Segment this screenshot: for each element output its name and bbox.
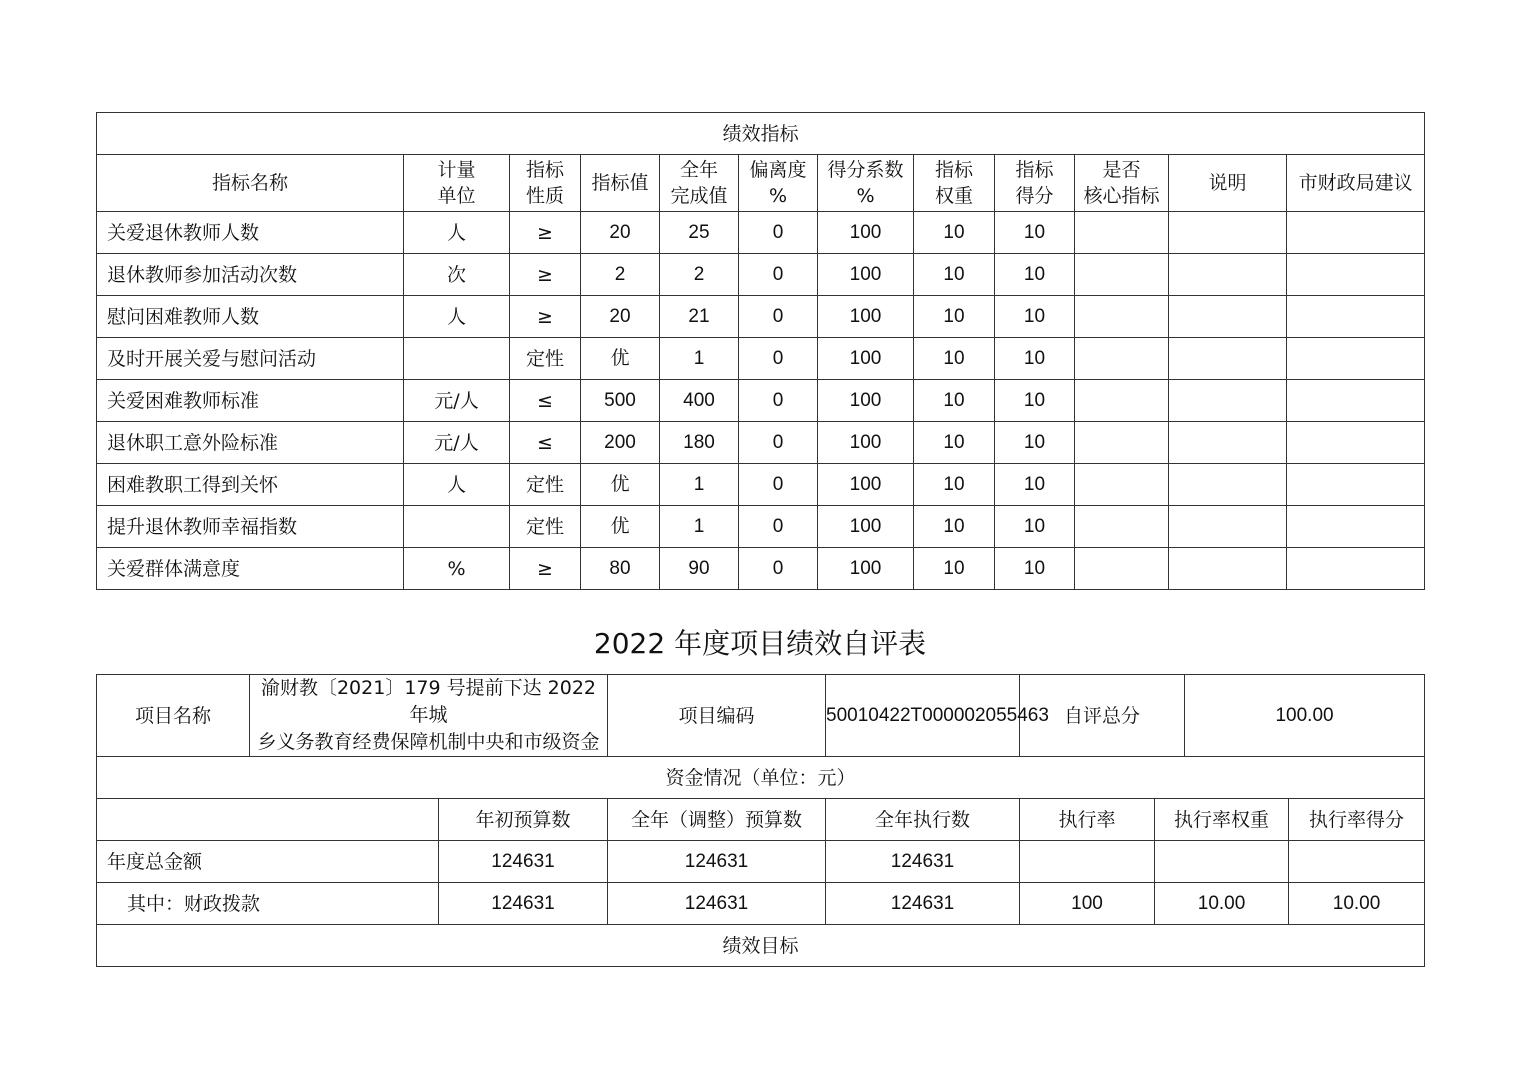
header-value: 指标值 [581, 155, 660, 212]
indicator-unit: 元/人 [404, 422, 510, 464]
table-row [97, 464, 1425, 506]
indicator-coef: 100 [818, 296, 914, 338]
indicator-core [1075, 212, 1169, 254]
indicator-weight: 10 [914, 422, 995, 464]
table-row [97, 548, 1425, 590]
fiscal-adjusted-budget: 124631 [608, 883, 826, 925]
header-coef: 得分系数 % [818, 155, 914, 212]
indicator-deviation: 0 [739, 296, 818, 338]
goal-section-title: 绩效目标 [97, 925, 1425, 967]
indicator-core [1075, 380, 1169, 422]
fiscal-initial-budget: 124631 [439, 883, 608, 925]
indicator-unit: 人 [404, 212, 510, 254]
indicator-unit: 人 [404, 296, 510, 338]
indicator-note [1169, 506, 1287, 548]
indicator-note [1169, 338, 1287, 380]
indicator-core [1075, 464, 1169, 506]
indicator-score: 10 [995, 422, 1075, 464]
indicator-nature: ≥ [510, 548, 581, 590]
header-rate-score: 执行率得分 [1289, 799, 1425, 841]
indicator-score: 10 [995, 296, 1075, 338]
fiscal-rate-weight: 10.00 [1155, 883, 1289, 925]
total-amount-row [97, 841, 1425, 883]
indicator-name: 退休教师参加活动次数 [97, 254, 404, 296]
indicator-name: 及时开展关爱与慰问活动 [97, 338, 404, 380]
indicator-section-title: 绩效指标 [97, 113, 1425, 155]
table-row [97, 254, 1425, 296]
indicator-actual: 2 [660, 254, 739, 296]
indicator-note [1169, 422, 1287, 464]
indicator-deviation: 0 [739, 380, 818, 422]
header-nature: 指标 性质 [510, 155, 581, 212]
indicator-score: 10 [995, 464, 1075, 506]
total-rate-weight [1155, 841, 1289, 883]
header-note: 说明 [1169, 155, 1287, 212]
indicator-actual: 400 [660, 380, 739, 422]
total-rate [1020, 841, 1155, 883]
indicator-score: 10 [995, 506, 1075, 548]
indicator-name: 关爱群体满意度 [97, 548, 404, 590]
indicator-nature: ≥ [510, 296, 581, 338]
indicator-actual: 90 [660, 548, 739, 590]
table-row [97, 380, 1425, 422]
indicator-deviation: 0 [739, 464, 818, 506]
indicator-score: 10 [995, 548, 1075, 590]
indicator-weight: 10 [914, 506, 995, 548]
header-score: 指标 得分 [995, 155, 1075, 212]
project-code-label: 项目编码 [608, 675, 826, 757]
indicator-weight: 10 [914, 254, 995, 296]
indicator-header-row [97, 155, 1425, 212]
header-suggestion: 市财政局建议 [1287, 155, 1425, 212]
page-title: 2022 年度项目绩效自评表 [593, 627, 927, 660]
indicator-coef: 100 [818, 464, 914, 506]
indicator-weight: 10 [914, 212, 995, 254]
total-amount-label: 年度总金额 [97, 841, 439, 883]
indicator-name: 关爱退休教师人数 [97, 212, 404, 254]
indicator-core [1075, 338, 1169, 380]
indicator-value: 200 [581, 422, 660, 464]
indicator-actual: 25 [660, 212, 739, 254]
indicator-weight: 10 [914, 338, 995, 380]
indicator-actual: 1 [660, 464, 739, 506]
indicator-coef: 100 [818, 422, 914, 464]
eval-table [96, 674, 1425, 967]
project-name-label: 项目名称 [97, 675, 250, 757]
table-row [97, 296, 1425, 338]
indicator-deviation: 0 [739, 254, 818, 296]
funds-header-blank [97, 799, 439, 841]
fiscal-rate-score: 10.00 [1289, 883, 1425, 925]
indicator-actual: 180 [660, 422, 739, 464]
indicator-unit [404, 506, 510, 548]
indicator-deviation: 0 [739, 212, 818, 254]
indicator-coef: 100 [818, 548, 914, 590]
funds-section-title: 资金情况（单位：元） [97, 757, 1425, 799]
indicator-deviation: 0 [739, 422, 818, 464]
indicator-weight: 10 [914, 380, 995, 422]
indicator-coef: 100 [818, 380, 914, 422]
fiscal-rate: 100 [1020, 883, 1155, 925]
indicator-note [1169, 254, 1287, 296]
indicator-coef: 100 [818, 212, 914, 254]
table-row [97, 212, 1425, 254]
indicator-actual: 1 [660, 506, 739, 548]
header-rate: 执行率 [1020, 799, 1155, 841]
total-adjusted-budget: 124631 [608, 841, 826, 883]
indicator-score: 10 [995, 380, 1075, 422]
indicator-unit: % [404, 548, 510, 590]
header-actual: 全年 完成值 [660, 155, 739, 212]
indicator-suggestion [1287, 506, 1425, 548]
funds-header-row [97, 799, 1425, 841]
indicator-nature: ≥ [510, 254, 581, 296]
indicator-deviation: 0 [739, 548, 818, 590]
table-row [97, 422, 1425, 464]
indicator-unit: 次 [404, 254, 510, 296]
header-weight: 指标 权重 [914, 155, 995, 212]
indicator-value: 2 [581, 254, 660, 296]
total-executed: 124631 [826, 841, 1020, 883]
indicator-unit: 元/人 [404, 380, 510, 422]
header-name: 指标名称 [97, 155, 404, 212]
indicator-suggestion [1287, 548, 1425, 590]
indicator-nature: 定性 [510, 464, 581, 506]
indicator-nature: ≥ [510, 212, 581, 254]
indicator-note [1169, 296, 1287, 338]
indicator-suggestion [1287, 212, 1425, 254]
indicator-actual: 21 [660, 296, 739, 338]
indicator-note [1169, 212, 1287, 254]
total-score-value: 100.00 [1185, 675, 1425, 757]
indicator-name: 退休职工意外险标准 [97, 422, 404, 464]
indicator-nature: 定性 [510, 338, 581, 380]
project-info-row [97, 675, 1425, 757]
indicator-note [1169, 380, 1287, 422]
indicator-name: 提升退休教师幸福指数 [97, 506, 404, 548]
total-initial-budget: 124631 [439, 841, 608, 883]
indicator-value: 20 [581, 296, 660, 338]
total-rate-score [1289, 841, 1425, 883]
fiscal-label: 其中：财政拨款 [97, 883, 439, 925]
indicator-suggestion [1287, 380, 1425, 422]
indicator-value: 优 [581, 338, 660, 380]
indicator-score: 10 [995, 338, 1075, 380]
indicator-unit: 人 [404, 464, 510, 506]
indicator-core [1075, 254, 1169, 296]
indicator-weight: 10 [914, 548, 995, 590]
indicator-score: 10 [995, 212, 1075, 254]
indicator-note [1169, 548, 1287, 590]
fiscal-executed: 124631 [826, 883, 1020, 925]
indicator-note [1169, 464, 1287, 506]
indicator-coef: 100 [818, 338, 914, 380]
indicator-core [1075, 506, 1169, 548]
project-name-value: 渝财教〔2021〕179 号提前下达 2022 年城 乡义务教育经费保障机制中央和市级资金 [250, 675, 608, 757]
indicator-nature: ≤ [510, 380, 581, 422]
indicator-suggestion [1287, 464, 1425, 506]
indicator-nature: ≤ [510, 422, 581, 464]
indicator-unit [404, 338, 510, 380]
indicator-core [1075, 296, 1169, 338]
header-rate-weight: 执行率权重 [1155, 799, 1289, 841]
header-adjusted-budget: 全年（调整）预算数 [608, 799, 826, 841]
indicator-value: 优 [581, 464, 660, 506]
indicator-name: 关爱困难教师标准 [97, 380, 404, 422]
indicator-suggestion [1287, 422, 1425, 464]
indicator-nature: 定性 [510, 506, 581, 548]
indicator-core [1075, 548, 1169, 590]
header-deviation: 偏离度 % [739, 155, 818, 212]
indicator-suggestion [1287, 338, 1425, 380]
header-unit: 计量 单位 [404, 155, 510, 212]
table-row [97, 338, 1425, 380]
project-code-value: 50010422T000002055463 [826, 675, 1020, 757]
indicator-score: 10 [995, 254, 1075, 296]
indicator-actual: 1 [660, 338, 739, 380]
header-core: 是否 核心指标 [1075, 155, 1169, 212]
header-initial-budget: 年初预算数 [439, 799, 608, 841]
indicator-deviation: 0 [739, 506, 818, 548]
indicator-value: 优 [581, 506, 660, 548]
indicator-value: 500 [581, 380, 660, 422]
total-score-label: 自评总分 [1020, 675, 1185, 757]
indicator-suggestion [1287, 296, 1425, 338]
indicator-weight: 10 [914, 296, 995, 338]
indicator-name: 慰问困难教师人数 [97, 296, 404, 338]
indicator-value: 80 [581, 548, 660, 590]
indicator-table [96, 112, 1425, 590]
indicator-coef: 100 [818, 506, 914, 548]
fiscal-row [97, 883, 1425, 925]
indicator-suggestion [1287, 254, 1425, 296]
table-row [97, 506, 1425, 548]
indicator-coef: 100 [818, 254, 914, 296]
indicator-core [1075, 422, 1169, 464]
indicator-deviation: 0 [739, 338, 818, 380]
indicator-name: 困难教职工得到关怀 [97, 464, 404, 506]
indicator-weight: 10 [914, 464, 995, 506]
header-executed: 全年执行数 [826, 799, 1020, 841]
indicator-value: 20 [581, 212, 660, 254]
